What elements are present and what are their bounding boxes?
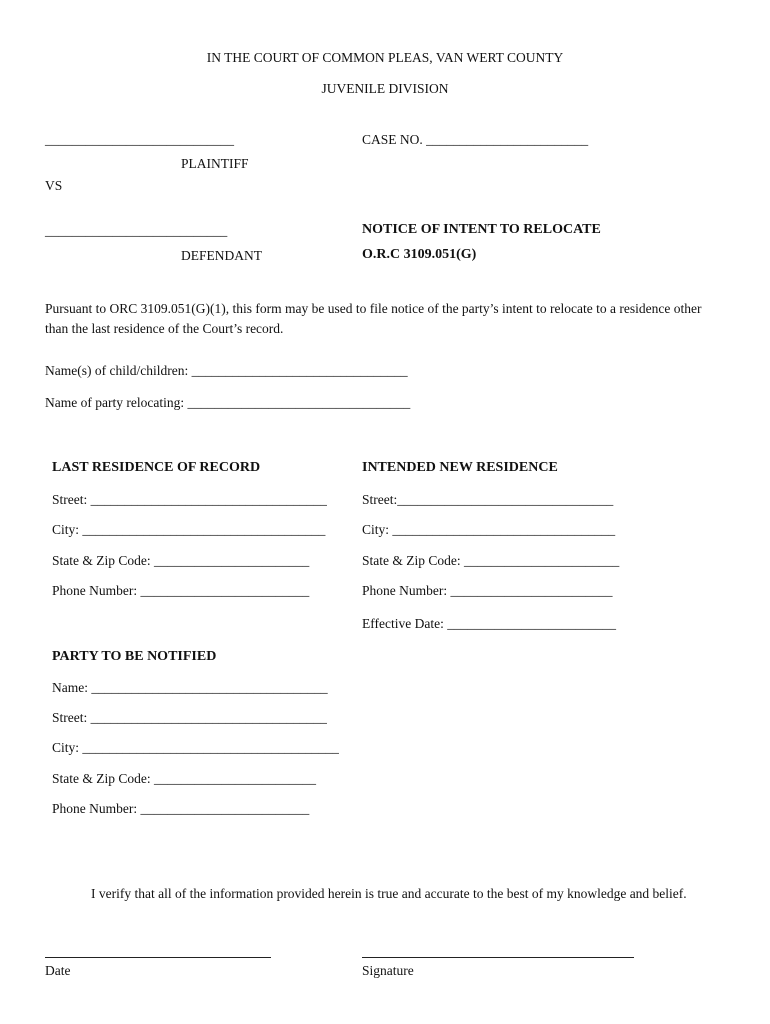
party-relocating-field[interactable]: Name of party relocating: _________________________________	[45, 395, 411, 410]
notice-title: NOTICE OF INTENT TO RELOCATE	[362, 222, 601, 237]
new-city-field[interactable]: City: _________________________________	[362, 522, 616, 537]
new-state-zip-field[interactable]: State & Zip Code: _______________________	[362, 553, 620, 568]
notified-phone-field[interactable]: Phone Number: _________________________	[52, 801, 310, 816]
effective-date-field[interactable]: Effective Date: _________________________	[362, 616, 616, 631]
notified-state-zip-field[interactable]: State & Zip Code: ________________________	[52, 771, 316, 786]
intro-paragraph: Pursuant to ORC 3109.051(G)(1), this form may be used to file notice of the party’s intent to relocate to a residence other than the last residence of the Court’s record.	[45, 301, 702, 336]
signature-line[interactable]	[362, 957, 634, 958]
date-label: Date	[45, 963, 71, 978]
statute-reference: O.R.C 3109.051(G)	[362, 247, 477, 262]
court-title: IN THE COURT OF COMMON PLEAS, VAN WERT COUNTY	[206, 50, 564, 65]
vs-label: VS	[45, 178, 63, 193]
signature-label: Signature	[362, 963, 414, 978]
last-state-zip-field[interactable]: State & Zip Code: _______________________	[52, 553, 310, 568]
last-city-field[interactable]: City: ____________________________________	[52, 522, 326, 537]
last-street-field[interactable]: Street: ___________________________________	[52, 492, 327, 507]
case-number-field[interactable]: CASE NO. ________________________	[362, 132, 589, 147]
plaintiff-line[interactable]: ____________________________	[45, 132, 234, 147]
division-title: JUVENILE DIVISION	[321, 81, 449, 96]
date-signature-line[interactable]	[45, 957, 271, 958]
children-names-field[interactable]: Name(s) of child/children: ________________________________	[45, 363, 408, 378]
new-residence-heading: INTENDED NEW RESIDENCE	[362, 460, 558, 475]
last-phone-field[interactable]: Phone Number: _________________________	[52, 583, 310, 598]
defendant-line[interactable]: ___________________________	[45, 223, 228, 238]
notified-name-field[interactable]: Name: ___________________________________	[52, 680, 328, 695]
verification-statement: I verify that all of the information provided herein is true and accurate to the best of my knowledge and belief.	[91, 886, 687, 901]
new-street-field[interactable]: Street:________________________________	[362, 492, 614, 507]
party-notified-heading: PARTY TO BE NOTIFIED	[52, 649, 217, 664]
new-phone-field[interactable]: Phone Number: ________________________	[362, 583, 613, 598]
plaintiff-label: PLAINTIFF	[181, 156, 249, 171]
notified-city-field[interactable]: City: ______________________________________	[52, 740, 339, 755]
defendant-label: DEFENDANT	[181, 248, 262, 263]
notified-street-field[interactable]: Street: ___________________________________	[52, 710, 327, 725]
last-residence-heading: LAST RESIDENCE OF RECORD	[52, 460, 261, 475]
